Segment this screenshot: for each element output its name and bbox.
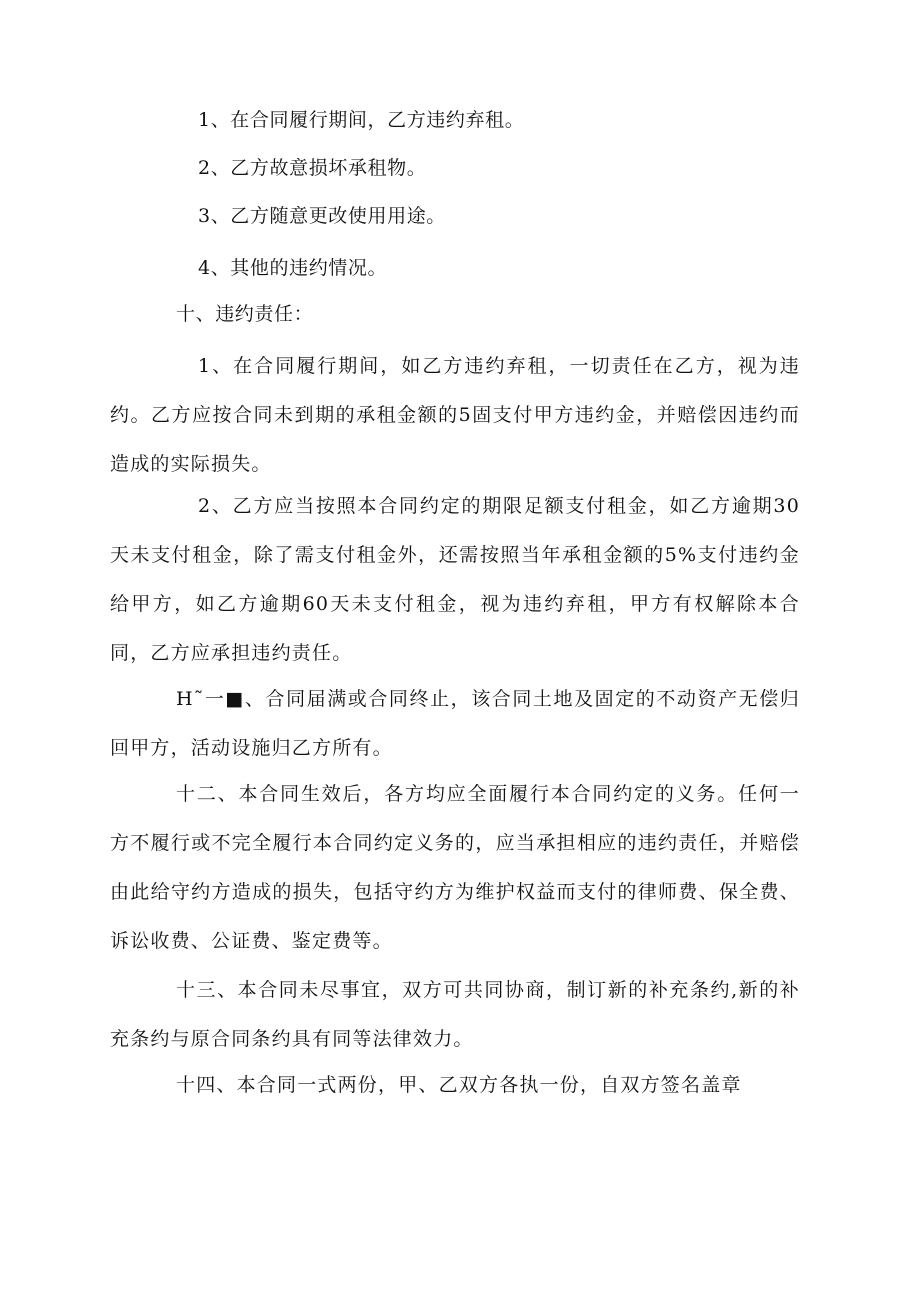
paragraph-fourteen: 十四、本合同一式两份，甲、乙双方各执一份，自双方签名盖章: [176, 1074, 742, 1096]
paragraph-eleven: H˜一■、合同届满或合同终止，该合同土地及固定的不动资产无偿归回甲方，活动设施归乙方所有。: [110, 688, 800, 759]
clause-item-4: 4、其他的违约情况。: [198, 257, 388, 279]
clause-item-1: 1、在合同履行期间，乙方违约弃租。: [198, 109, 525, 131]
clause-item-2: 2、乙方故意损坏承租物。: [198, 157, 427, 179]
paragraph-liability-2: 2、乙方应当按照本合同约定的期限足额支付租金，如乙方逾期30天未支付租金，除了需支付租金外，还需按照当年承租金额的5%支付违约金给甲方，如乙方逾期60天未支付租金，视为违约弃租，甲方有权解除本合同，乙方应承担违约责任。: [110, 495, 800, 664]
paragraph-liability-1: 1、在合同履行期间，如乙方违约弃租，一切责任在乙方，视为违约。乙方应按合同未到期的承租金额的5固支付甲方违约金，并赔偿因违约而造成的实际损失。: [110, 355, 800, 475]
paragraph-twelve: 十二、本合同生效后，各方均应全面履行本合同约定的义务。任何一方不履行或不完全履行本合同约定义务的，应当承担相应的违约责任，并赔偿由此给守约方造成的损失，包括守约方为维护权益而支付的律师费、保全费、诉讼收费、公证费、鉴定费等。: [110, 783, 800, 952]
paragraph-thirteen: 十三、本合同未尽事宜，双方可共同协商，制订新的补充条约,新的补充条约与原合同条约具有同等法律效力。: [110, 979, 800, 1050]
section-heading-liability: 十、违约责任：: [176, 303, 314, 325]
clause-item-3: 3、乙方随意更改使用用途。: [198, 205, 446, 227]
